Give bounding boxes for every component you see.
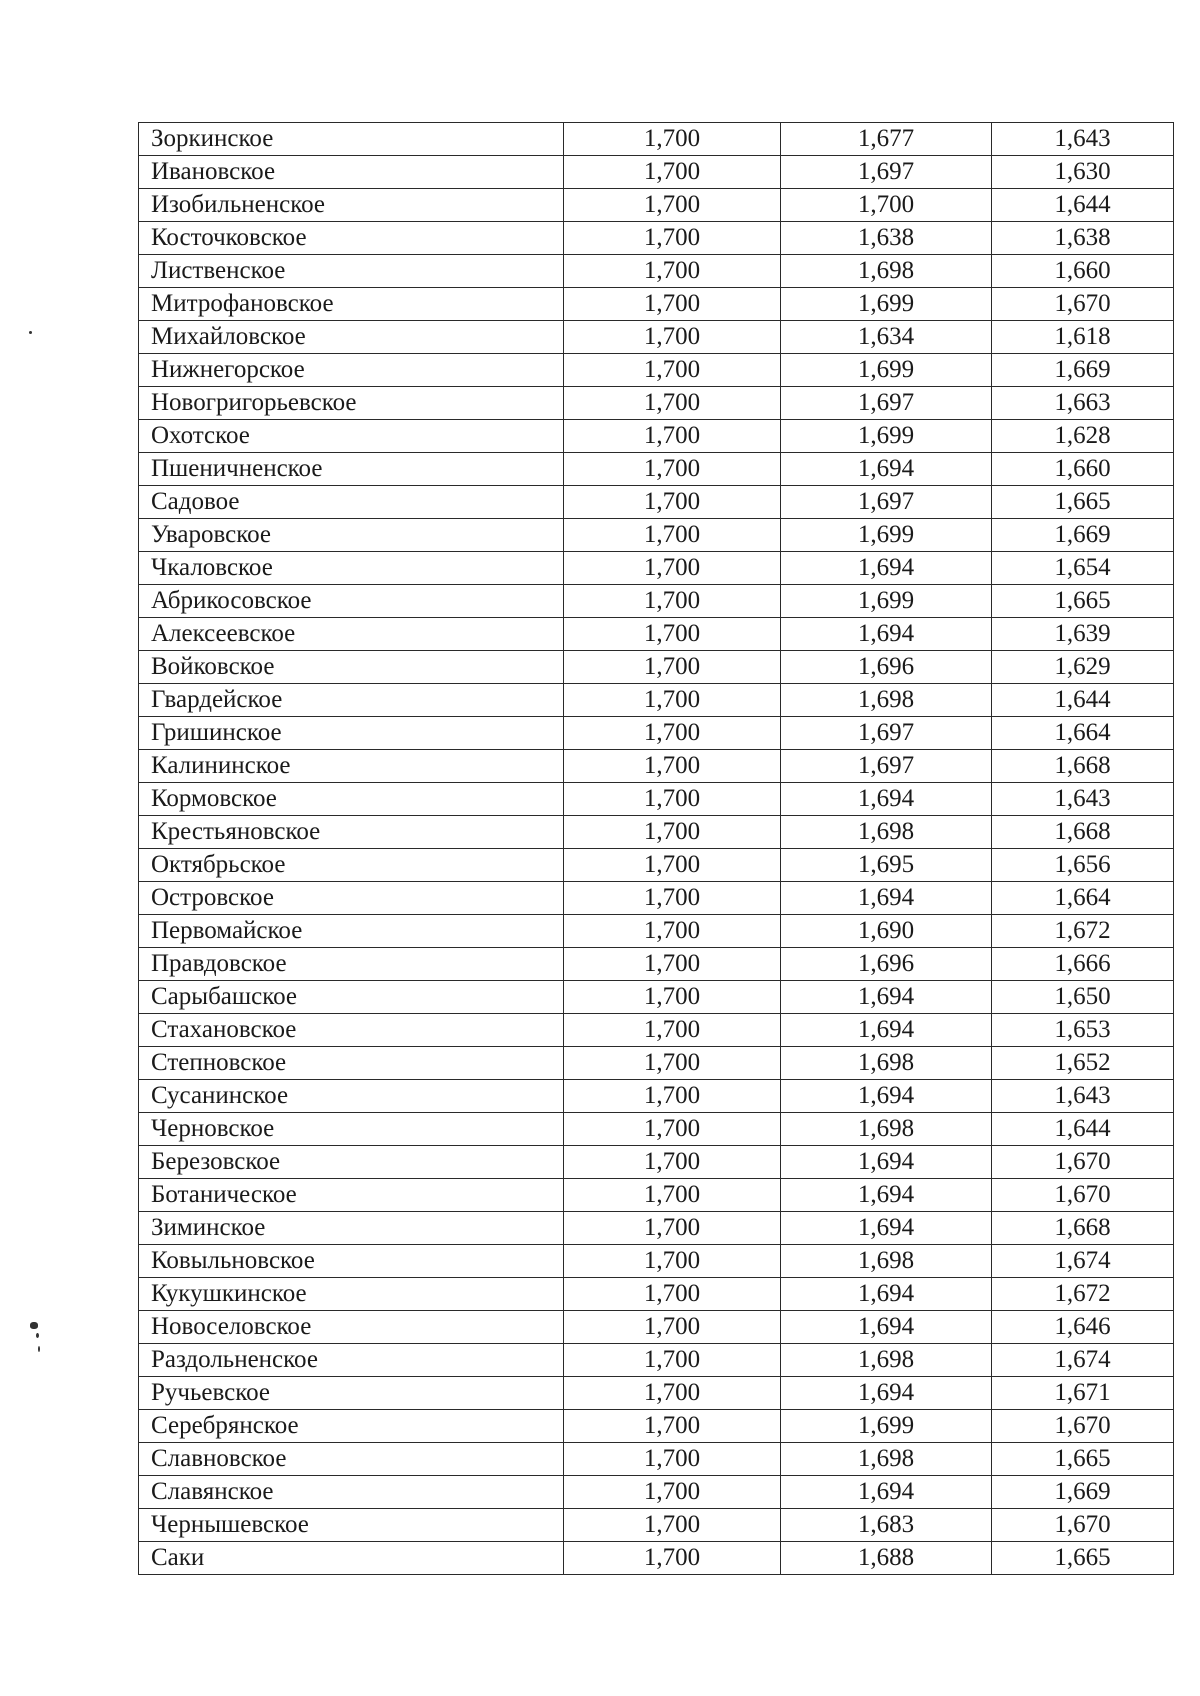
- value-cell-1: 1,700: [564, 1542, 781, 1575]
- value-cell-1: 1,700: [564, 981, 781, 1014]
- settlement-name-cell: Зиминское: [139, 1212, 564, 1245]
- value-cell-3: 1,656: [992, 849, 1174, 882]
- value-cell-2: 1,696: [781, 651, 992, 684]
- value-cell-2: 1,697: [781, 717, 992, 750]
- value-cell-2: 1,694: [781, 552, 992, 585]
- settlement-name-cell: Саки: [139, 1542, 564, 1575]
- settlement-name-cell: Новоселовское: [139, 1311, 564, 1344]
- settlement-name-cell: Славянское: [139, 1476, 564, 1509]
- value-cell-3: 1,671: [992, 1377, 1174, 1410]
- settlement-name-cell: Стахановское: [139, 1014, 564, 1047]
- value-cell-2: 1,694: [781, 1212, 992, 1245]
- value-cell-1: 1,700: [564, 684, 781, 717]
- settlement-name-cell: Зоркинское: [139, 123, 564, 156]
- value-cell-3: 1,654: [992, 552, 1174, 585]
- table-row: [139, 1344, 1174, 1377]
- settlement-name-cell: Митрофановское: [139, 288, 564, 321]
- value-cell-1: 1,700: [564, 288, 781, 321]
- table-row: [139, 1377, 1174, 1410]
- value-cell-1: 1,700: [564, 783, 781, 816]
- scan-speck: [29, 331, 32, 334]
- value-cell-2: 1,700: [781, 189, 992, 222]
- settlement-name-cell: Нижнегорское: [139, 354, 564, 387]
- value-cell-1: 1,700: [564, 156, 781, 189]
- value-cell-1: 1,700: [564, 189, 781, 222]
- value-cell-3: 1,644: [992, 684, 1174, 717]
- table-row: [139, 420, 1174, 453]
- settlement-name-cell: Октябрьское: [139, 849, 564, 882]
- settlement-name-cell: Серебрянское: [139, 1410, 564, 1443]
- settlement-name-cell: Михайловское: [139, 321, 564, 354]
- value-cell-2: 1,698: [781, 255, 992, 288]
- settlement-name-cell: Первомайское: [139, 915, 564, 948]
- settlement-name-cell: Крестьяновское: [139, 816, 564, 849]
- table-row: [139, 486, 1174, 519]
- value-cell-3: 1,653: [992, 1014, 1174, 1047]
- value-cell-1: 1,700: [564, 354, 781, 387]
- table-row: [139, 1509, 1174, 1542]
- scan-speck: [38, 1346, 40, 1352]
- settlement-name-cell: Славновское: [139, 1443, 564, 1476]
- value-cell-2: 1,695: [781, 849, 992, 882]
- table-row: [139, 1278, 1174, 1311]
- settlement-name-cell: Ивановское: [139, 156, 564, 189]
- table-row: [139, 1047, 1174, 1080]
- value-cell-3: 1,674: [992, 1245, 1174, 1278]
- value-cell-1: 1,700: [564, 519, 781, 552]
- settlement-name-cell: Новогригорьевское: [139, 387, 564, 420]
- value-cell-1: 1,700: [564, 1014, 781, 1047]
- value-cell-3: 1,629: [992, 651, 1174, 684]
- value-cell-1: 1,700: [564, 1080, 781, 1113]
- value-cell-3: 1,638: [992, 222, 1174, 255]
- value-cell-2: 1,697: [781, 750, 992, 783]
- value-cell-1: 1,700: [564, 222, 781, 255]
- settlement-name-cell: Островское: [139, 882, 564, 915]
- settlement-name-cell: Изобильненское: [139, 189, 564, 222]
- table-row: [139, 585, 1174, 618]
- value-cell-1: 1,700: [564, 1311, 781, 1344]
- table-row: [139, 255, 1174, 288]
- value-cell-1: 1,700: [564, 849, 781, 882]
- value-cell-1: 1,700: [564, 1476, 781, 1509]
- value-cell-2: 1,699: [781, 1410, 992, 1443]
- value-cell-1: 1,700: [564, 816, 781, 849]
- value-cell-3: 1,650: [992, 981, 1174, 1014]
- value-cell-3: 1,644: [992, 1113, 1174, 1146]
- value-cell-3: 1,652: [992, 1047, 1174, 1080]
- table-row: [139, 1014, 1174, 1047]
- value-cell-3: 1,669: [992, 519, 1174, 552]
- value-cell-2: 1,698: [781, 816, 992, 849]
- settlement-name-cell: Абрикосовское: [139, 585, 564, 618]
- value-cell-3: 1,670: [992, 1179, 1174, 1212]
- table-row: [139, 387, 1174, 420]
- settlement-name-cell: Косточковское: [139, 222, 564, 255]
- table-row: [139, 1443, 1174, 1476]
- scan-speck: [36, 1333, 39, 1338]
- value-cell-2: 1,688: [781, 1542, 992, 1575]
- value-cell-1: 1,700: [564, 882, 781, 915]
- table-row: [139, 750, 1174, 783]
- value-cell-1: 1,700: [564, 123, 781, 156]
- table-row: [139, 156, 1174, 189]
- value-cell-1: 1,700: [564, 453, 781, 486]
- value-cell-1: 1,700: [564, 1212, 781, 1245]
- value-cell-3: 1,618: [992, 321, 1174, 354]
- settlement-name-cell: Садовое: [139, 486, 564, 519]
- table-row: [139, 618, 1174, 651]
- value-cell-3: 1,670: [992, 288, 1174, 321]
- value-cell-2: 1,694: [781, 1311, 992, 1344]
- table-row: [139, 288, 1174, 321]
- settlement-name-cell: Ковыльновское: [139, 1245, 564, 1278]
- table-row: [139, 981, 1174, 1014]
- value-cell-2: 1,690: [781, 915, 992, 948]
- value-cell-1: 1,700: [564, 915, 781, 948]
- value-cell-2: 1,699: [781, 288, 992, 321]
- value-cell-2: 1,694: [781, 981, 992, 1014]
- value-cell-1: 1,700: [564, 1047, 781, 1080]
- settlement-name-cell: Калининское: [139, 750, 564, 783]
- scan-speck: [30, 1322, 38, 1329]
- value-cell-3: 1,643: [992, 783, 1174, 816]
- value-cell-3: 1,664: [992, 882, 1174, 915]
- settlement-name-cell: Кормовское: [139, 783, 564, 816]
- table-row: [139, 354, 1174, 387]
- table-body: [139, 123, 1174, 1575]
- settlement-name-cell: Алексеевское: [139, 618, 564, 651]
- value-cell-2: 1,694: [781, 1476, 992, 1509]
- settlement-name-cell: Кукушкинское: [139, 1278, 564, 1311]
- table-row: [139, 189, 1174, 222]
- value-cell-3: 1,674: [992, 1344, 1174, 1377]
- settlement-name-cell: Ручьевское: [139, 1377, 564, 1410]
- value-cell-1: 1,700: [564, 1245, 781, 1278]
- value-cell-2: 1,698: [781, 1443, 992, 1476]
- value-cell-3: 1,672: [992, 1278, 1174, 1311]
- value-cell-2: 1,694: [781, 1146, 992, 1179]
- value-cell-1: 1,700: [564, 1278, 781, 1311]
- value-cell-3: 1,669: [992, 354, 1174, 387]
- value-cell-3: 1,668: [992, 1212, 1174, 1245]
- value-cell-2: 1,698: [781, 1113, 992, 1146]
- value-cell-2: 1,694: [781, 783, 992, 816]
- value-cell-2: 1,694: [781, 1014, 992, 1047]
- settlement-name-cell: Ботаническое: [139, 1179, 564, 1212]
- value-cell-3: 1,669: [992, 1476, 1174, 1509]
- value-cell-2: 1,694: [781, 1179, 992, 1212]
- value-cell-2: 1,698: [781, 684, 992, 717]
- settlement-name-cell: Раздольненское: [139, 1344, 564, 1377]
- value-cell-1: 1,700: [564, 1113, 781, 1146]
- value-cell-3: 1,665: [992, 585, 1174, 618]
- value-cell-1: 1,700: [564, 486, 781, 519]
- settlement-name-cell: Пшеничненское: [139, 453, 564, 486]
- settlement-name-cell: Березовское: [139, 1146, 564, 1179]
- settlement-name-cell: Гришинское: [139, 717, 564, 750]
- settlement-name-cell: Степновское: [139, 1047, 564, 1080]
- value-cell-3: 1,665: [992, 1542, 1174, 1575]
- value-cell-1: 1,700: [564, 1179, 781, 1212]
- table-row: [139, 1179, 1174, 1212]
- value-cell-3: 1,644: [992, 189, 1174, 222]
- value-cell-3: 1,630: [992, 156, 1174, 189]
- table-row: [139, 453, 1174, 486]
- table-row: [139, 717, 1174, 750]
- value-cell-3: 1,643: [992, 1080, 1174, 1113]
- table-row: [139, 321, 1174, 354]
- table-row: [139, 1146, 1174, 1179]
- settlement-name-cell: Чернышевское: [139, 1509, 564, 1542]
- table-row: [139, 519, 1174, 552]
- value-cell-2: 1,698: [781, 1344, 992, 1377]
- table-row: [139, 1080, 1174, 1113]
- table-row: [139, 222, 1174, 255]
- value-cell-1: 1,700: [564, 1146, 781, 1179]
- settlement-name-cell: Гвардейское: [139, 684, 564, 717]
- table-row: [139, 882, 1174, 915]
- table-row: [139, 123, 1174, 156]
- value-cell-1: 1,700: [564, 387, 781, 420]
- table-row: [139, 1410, 1174, 1443]
- value-cell-1: 1,700: [564, 948, 781, 981]
- value-cell-2: 1,694: [781, 882, 992, 915]
- value-cell-2: 1,697: [781, 156, 992, 189]
- value-cell-3: 1,663: [992, 387, 1174, 420]
- value-cell-3: 1,643: [992, 123, 1174, 156]
- table-row: [139, 1542, 1174, 1575]
- value-cell-2: 1,697: [781, 486, 992, 519]
- value-cell-1: 1,700: [564, 717, 781, 750]
- settlement-name-cell: Лиственское: [139, 255, 564, 288]
- value-cell-2: 1,699: [781, 354, 992, 387]
- value-cell-1: 1,700: [564, 618, 781, 651]
- settlement-name-cell: Черновское: [139, 1113, 564, 1146]
- value-cell-2: 1,698: [781, 1047, 992, 1080]
- value-cell-3: 1,639: [992, 618, 1174, 651]
- value-cell-2: 1,699: [781, 585, 992, 618]
- value-cell-1: 1,700: [564, 585, 781, 618]
- value-cell-3: 1,668: [992, 750, 1174, 783]
- table-row: [139, 849, 1174, 882]
- value-cell-3: 1,665: [992, 1443, 1174, 1476]
- value-cell-1: 1,700: [564, 1443, 781, 1476]
- value-cell-2: 1,699: [781, 519, 992, 552]
- value-cell-3: 1,666: [992, 948, 1174, 981]
- settlement-name-cell: Войковское: [139, 651, 564, 684]
- table-row: [139, 915, 1174, 948]
- settlement-name-cell: Охотское: [139, 420, 564, 453]
- table-row: [139, 783, 1174, 816]
- value-cell-3: 1,672: [992, 915, 1174, 948]
- settlement-name-cell: Уваровское: [139, 519, 564, 552]
- value-cell-3: 1,660: [992, 453, 1174, 486]
- table-row: [139, 552, 1174, 585]
- table-row: [139, 1311, 1174, 1344]
- table-row: [139, 651, 1174, 684]
- value-cell-2: 1,694: [781, 618, 992, 651]
- value-cell-1: 1,700: [564, 750, 781, 783]
- value-cell-1: 1,700: [564, 1344, 781, 1377]
- value-cell-1: 1,700: [564, 321, 781, 354]
- value-cell-3: 1,664: [992, 717, 1174, 750]
- value-cell-2: 1,696: [781, 948, 992, 981]
- settlement-name-cell: Сусанинское: [139, 1080, 564, 1113]
- value-cell-1: 1,700: [564, 552, 781, 585]
- value-cell-3: 1,668: [992, 816, 1174, 849]
- value-cell-1: 1,700: [564, 1377, 781, 1410]
- settlement-name-cell: Сарыбашское: [139, 981, 564, 1014]
- table-row: [139, 816, 1174, 849]
- value-cell-3: 1,665: [992, 486, 1174, 519]
- value-cell-2: 1,694: [781, 1278, 992, 1311]
- value-cell-2: 1,699: [781, 420, 992, 453]
- value-cell-3: 1,670: [992, 1509, 1174, 1542]
- value-cell-3: 1,670: [992, 1410, 1174, 1443]
- value-cell-1: 1,700: [564, 651, 781, 684]
- table-row: [139, 1113, 1174, 1146]
- value-cell-3: 1,646: [992, 1311, 1174, 1344]
- value-cell-2: 1,694: [781, 1080, 992, 1113]
- table-row: [139, 1212, 1174, 1245]
- value-cell-2: 1,697: [781, 387, 992, 420]
- table-row: [139, 1476, 1174, 1509]
- value-cell-1: 1,700: [564, 1410, 781, 1443]
- table-row: [139, 948, 1174, 981]
- value-cell-1: 1,700: [564, 255, 781, 288]
- table-row: [139, 1245, 1174, 1278]
- value-cell-1: 1,700: [564, 1509, 781, 1542]
- value-cell-3: 1,670: [992, 1146, 1174, 1179]
- value-cell-2: 1,683: [781, 1509, 992, 1542]
- data-table: [138, 122, 1174, 1575]
- value-cell-3: 1,660: [992, 255, 1174, 288]
- table-row: [139, 684, 1174, 717]
- value-cell-1: 1,700: [564, 420, 781, 453]
- value-cell-2: 1,634: [781, 321, 992, 354]
- value-cell-2: 1,638: [781, 222, 992, 255]
- value-cell-2: 1,694: [781, 1377, 992, 1410]
- value-cell-2: 1,694: [781, 453, 992, 486]
- value-cell-2: 1,698: [781, 1245, 992, 1278]
- settlement-name-cell: Правдовское: [139, 948, 564, 981]
- settlement-name-cell: Чкаловское: [139, 552, 564, 585]
- value-cell-2: 1,677: [781, 123, 992, 156]
- value-cell-3: 1,628: [992, 420, 1174, 453]
